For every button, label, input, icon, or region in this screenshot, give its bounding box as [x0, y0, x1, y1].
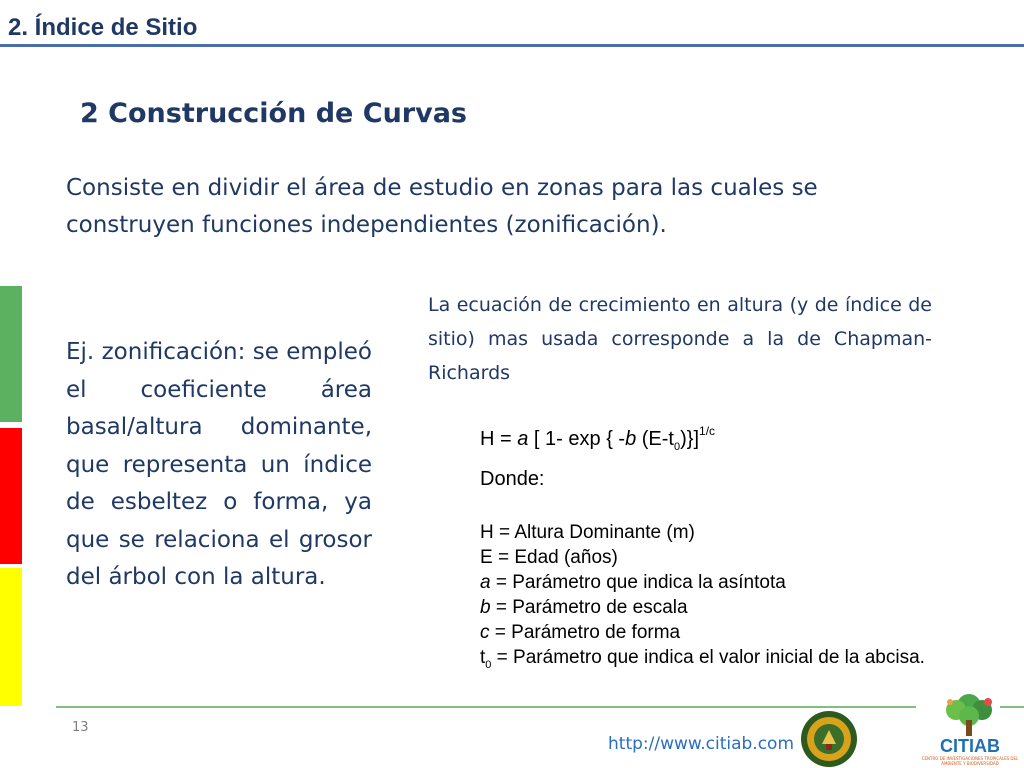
- formula-a: a: [517, 428, 529, 450]
- formula-sub0: 0: [674, 441, 681, 453]
- definition-a-text: = Parámetro que indica la asíntota: [490, 572, 786, 593]
- definition-c: [480, 622, 680, 644]
- definition-a-symbol: a: [480, 572, 491, 593]
- definition-b: [480, 597, 688, 619]
- formula-close: )}]: [680, 428, 700, 450]
- definition-c-text: = Parámetro de forma: [489, 622, 681, 643]
- citiab-subtitle: CENTRO DE INVESTIGACIONES TROPICALES DEL AMBIENTE Y BIODIVERSIDAD: [921, 756, 1019, 766]
- definition-b-symbol: b: [480, 597, 491, 618]
- university-seal-logo: [800, 710, 858, 768]
- yellow-color-bar: [0, 568, 22, 706]
- definition-t0: [480, 647, 925, 671]
- citiab-name: CITIAB: [940, 736, 1000, 756]
- definition-b-text: = Parámetro de escala: [490, 597, 688, 618]
- formula-lead: H =: [480, 428, 518, 450]
- donde-label: Donde:: [480, 468, 545, 490]
- footer-divider-left: [56, 706, 916, 708]
- example-paragraph: Ej. zonificación: se empleó el coeficiente área basal/altura dominante, que representa un índice de esbeltez o forma, ya que se relaciona el grosor del árbol con la altura.: [66, 339, 372, 590]
- section-title: 2 Construcción de Curvas: [80, 98, 468, 129]
- definition-t-sub: 0: [485, 658, 492, 671]
- formula-exponent: 1/c: [699, 424, 716, 438]
- formula-mid: (E-t: [636, 428, 674, 450]
- page-number: 13: [72, 720, 89, 735]
- header-title: 2. Índice de Sitio: [8, 14, 198, 41]
- equation-intro-paragraph: La ecuación de crecimiento en altura (y de índice de sitio) mas usada corresponde a la de Chapman-Richards: [428, 294, 932, 384]
- intro-paragraph: Consiste en dividir el área de estudio en zonas para las cuales se construyen funciones independientes (zonificación).: [66, 175, 818, 238]
- chapman-richards-equation: [480, 424, 715, 453]
- definition-a: [480, 572, 786, 594]
- red-color-bar: [0, 428, 22, 564]
- tree-icon: [938, 692, 1000, 736]
- definition-h: H = Altura Dominante (m): [480, 522, 695, 543]
- footer-url-link[interactable]: http://www.citiab.com: [608, 734, 795, 754]
- header-divider: [0, 44, 1024, 47]
- citiab-logo: [920, 692, 1020, 768]
- definition-t-symbol: t: [480, 647, 486, 668]
- formula-b: b: [625, 428, 637, 450]
- formula-image: [474, 418, 1006, 678]
- formula-open: [ 1- exp { -: [528, 428, 626, 450]
- definition-c-symbol: c: [480, 622, 490, 643]
- definition-e: E = Edad (años): [480, 547, 618, 568]
- definition-t-text: = Parámetro que indica el valor inicial de la abcisa.: [491, 647, 925, 668]
- green-color-bar: [0, 286, 22, 422]
